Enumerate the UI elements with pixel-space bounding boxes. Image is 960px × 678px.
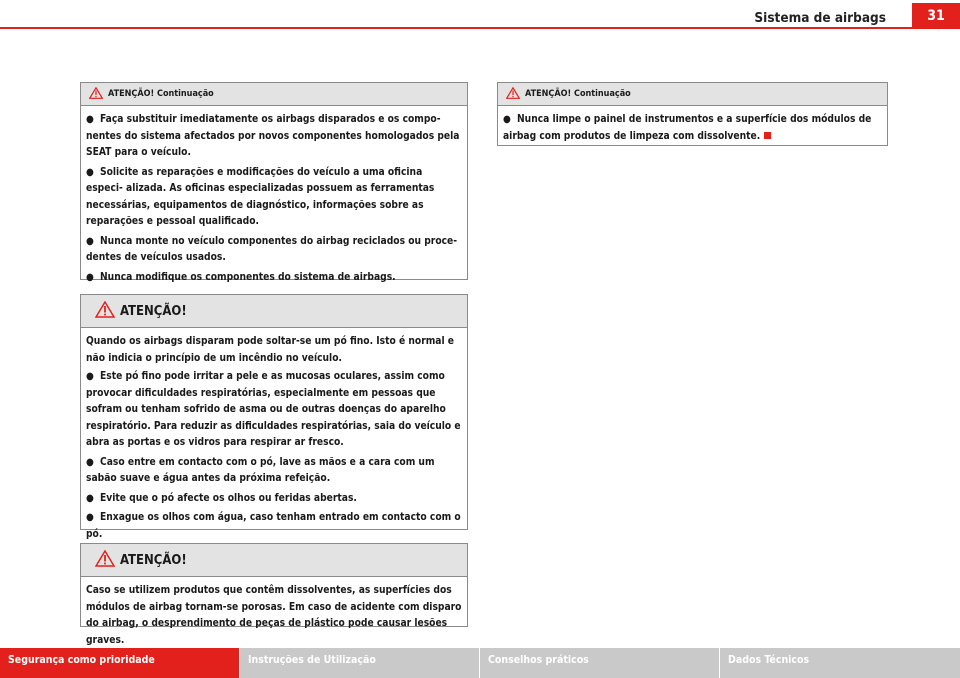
bullet-dot: ●: [86, 271, 94, 283]
warning-box-dust: [80, 294, 468, 540]
bullet-dot: ●: [86, 371, 94, 382]
warning-box-body: [81, 106, 467, 293]
footer-tab-seguranca[interactable]: Segurança como prioridade: [0, 648, 239, 678]
red-square-end-mark: [764, 132, 771, 139]
warning-box-title: ATENÇÃO! Continuação: [108, 89, 214, 99]
list-item-text: Este pó fino pode irritar a pele e as mucosas oculares, assim como provocar dificuldades respiratórias, especialmente em pessoas que sofram ou tenham sofrido de asma ou de outras doenças do aparelho respiratório. Para reduzir as dificuldades respiratórias, saia do veículo e abra as portas e os vidros para respirar ar fresco.: [86, 371, 461, 448]
bullet-dot: ●: [86, 512, 94, 523]
list-item: [86, 234, 462, 267]
warning-triangle-icon: [89, 87, 103, 102]
list-item-text: Solicite as reparações e modificações do veículo a uma oficina especi- alizada. As oficinas especializadas possuem as ferramentas necessárias, equipamentos de diagnóstico, informações sobre as reparações e pessoal qualificado.: [86, 166, 435, 227]
list-item-text: Faça substituir imediatamente os airbags disparados e os compo- nentes do sistema afectados por novos componentes homologados pela SEAT para o veículo.: [86, 114, 460, 158]
footer-tab-conselhos[interactable]: Conselhos práticos: [480, 648, 719, 678]
warning-triangle-icon: [95, 550, 115, 571]
warning-box-solvents: [80, 543, 468, 646]
warning-box-body: [498, 106, 887, 152]
bullet-dot: ●: [86, 235, 94, 247]
warning-box-header: [81, 295, 467, 328]
bullet-dot: ●: [86, 456, 94, 468]
header-title: Sistema de airbags: [754, 10, 886, 26]
list-item: [86, 369, 462, 452]
warning-box-header: [81, 544, 467, 577]
footer-tab-dados[interactable]: Dados Técnicos: [720, 648, 960, 678]
warning-box-body: [81, 328, 467, 550]
list-item-text: Evite que o pó afecte os olhos ou feridas abertas.: [100, 492, 357, 504]
warning-triangle-icon: [506, 87, 520, 102]
list-item: [503, 112, 882, 145]
warning-intro: Caso se utilizem produtos que contêm dissolventes, as superfícies dos módulos de airbag tornam-se porosas. Em caso de acidente com disparo do airbag, o desprendimento de peças de plástico pode causar lesões graves.: [86, 585, 462, 646]
warning-box-title: ATENÇÃO!: [120, 303, 187, 319]
bullet-dot: ●: [503, 114, 511, 125]
header-rule: [0, 27, 960, 29]
list-item-text: Caso entre em contacto com o pó, lave as mãos e a cara com um sabão suave e água antes da próxima refeição.: [86, 456, 435, 484]
warning-intro: Quando os airbags disparam pode soltar-se um pó fino. Isto é normal e não indicia o princípio de um incêndio no veículo.: [86, 336, 454, 364]
warning-triangle-icon: [95, 301, 115, 322]
page-number: 31: [912, 3, 960, 29]
list-item: [86, 165, 462, 231]
warning-box-header: [498, 83, 887, 106]
list-item: [86, 510, 462, 543]
warning-box-continuation-1: [80, 82, 468, 283]
list-item: [86, 112, 462, 162]
warning-box-continuation-2: [497, 82, 888, 146]
list-item-text: Nunca modifique os componentes do sistema de airbags.: [100, 271, 396, 283]
warning-box-header: [81, 83, 467, 106]
warning-box-body: [81, 577, 467, 655]
warning-box-title: ATENÇÃO!: [120, 552, 187, 568]
warning-box-title: ATENÇÃO! Continuação: [525, 89, 631, 99]
list-item-text: Nunca limpe o painel de instrumentos e a superfície dos módulos de airbag com produtos de limpeza com dissolvente.: [503, 114, 872, 142]
list-item: [86, 491, 462, 508]
footer-tab-instrucoes[interactable]: Instruções de Utilização: [240, 648, 479, 678]
list-item: [86, 455, 462, 488]
list-item-text: Nunca monte no veículo componentes do airbag reciclados ou proce- dentes de veículos usados.: [86, 235, 458, 263]
footer-nav: [0, 648, 960, 678]
bullet-dot: ●: [86, 114, 94, 125]
bullet-dot: ●: [86, 492, 94, 504]
list-item-text: Enxague os olhos com água, caso tenham entrado em contacto com o pó.: [86, 512, 461, 540]
list-item: [86, 270, 462, 287]
bullet-dot: ●: [86, 166, 94, 178]
